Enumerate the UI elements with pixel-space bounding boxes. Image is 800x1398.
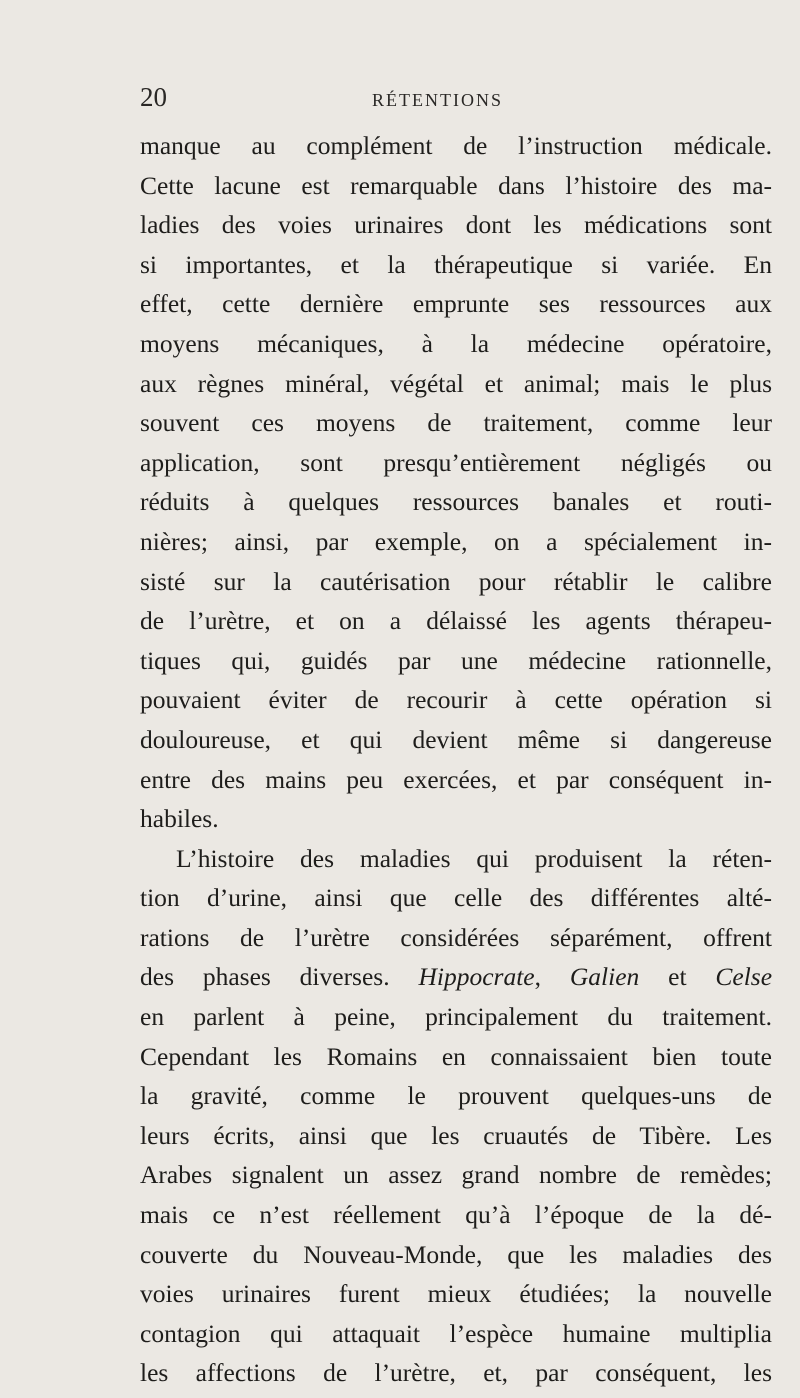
text-line: de l’urètre, et on a délaissé les agents thérapeu-	[140, 606, 772, 636]
text-line: manque au complément de l’instruction médicale.	[140, 131, 772, 160]
text-line: rations de l’urètre considérées séparément, offrent	[140, 922, 772, 952]
text-fragment: et	[668, 962, 687, 992]
text-fragment: des phases diverses.	[140, 962, 390, 992]
text-line: en parlent à peine, principalement du traitement.	[140, 1002, 772, 1032]
text-line: Cependant les Romains en connaissaient bien toute	[140, 1041, 772, 1071]
text-line: les affections de l’urètre, et, par conséquent, les	[140, 1358, 772, 1388]
text-line: voies urinaires furent mieux étudiées; la nouvelle	[140, 1279, 772, 1309]
text-line: couverte du Nouveau-Monde, que les maladies des	[140, 1239, 772, 1269]
text-line: L’histoire des maladies qui produisent la réten-	[176, 843, 772, 873]
text-line: application, sont presqu’entièrement négligés ou	[140, 447, 772, 477]
text-line: aux règnes minéral, végétal et animal; mais le plus	[140, 368, 772, 398]
text-line: moyens mécaniques, à la médecine opératoire,	[140, 328, 772, 358]
italic-name: Hippocrate	[418, 962, 535, 992]
italic-name: Galien	[569, 962, 640, 992]
body-text	[140, 126, 772, 1393]
text-line: leurs écrits, ainsi que les cruautés de Tibère. Les	[140, 1120, 772, 1150]
text-line: Arabes signalent un assez grand nombre de remèdes;	[140, 1160, 772, 1190]
text-line: réduits à quelques ressources banales et routi-	[140, 487, 772, 517]
text-line: habiles.	[140, 804, 219, 834]
text-line: sisté sur la cautérisation pour rétablir le calibre	[140, 566, 772, 596]
text-line: mais ce n’est réellement qu’à l’époque de la dé-	[140, 1200, 772, 1230]
text-line: si importantes, et la thérapeutique si variée. En	[140, 249, 772, 279]
page-header	[140, 82, 770, 122]
text-line: effet, cette dernière emprunte ses ressources aux	[140, 289, 772, 319]
text-line: nières; ainsi, par exemple, on a spécialement in-	[140, 526, 772, 556]
text-line: la gravité, comme le prouvent quelques-uns de	[140, 1081, 772, 1111]
text-line: douloureuse, et qui devient même si dangereuse	[140, 724, 772, 754]
text-line: tiques qui, guidés par une médecine rationnelle,	[140, 645, 772, 675]
italic-name: Celse	[715, 962, 773, 992]
text-line: ladies des voies urinaires dont les médications sont	[140, 210, 772, 240]
text-line: entre des mains peu exercées, et par conséquent in-	[140, 764, 772, 794]
text-line-with-names	[140, 957, 772, 997]
running-head: RÉTENTIONS	[372, 90, 503, 110]
text-fragment: ,	[534, 962, 541, 992]
text-line: souvent ces moyens de traitement, comme leur	[140, 408, 772, 438]
page-number: 20	[140, 82, 167, 112]
text-line: pouvaient éviter de recourir à cette opération si	[140, 685, 772, 715]
text-line: contagion qui attaquait l’espèce humaine multiplia	[140, 1318, 772, 1348]
text-line: Cette lacune est remarquable dans l’histoire des ma-	[140, 170, 772, 200]
text-line: tion d’urine, ainsi que celle des différentes alté-	[140, 883, 772, 913]
